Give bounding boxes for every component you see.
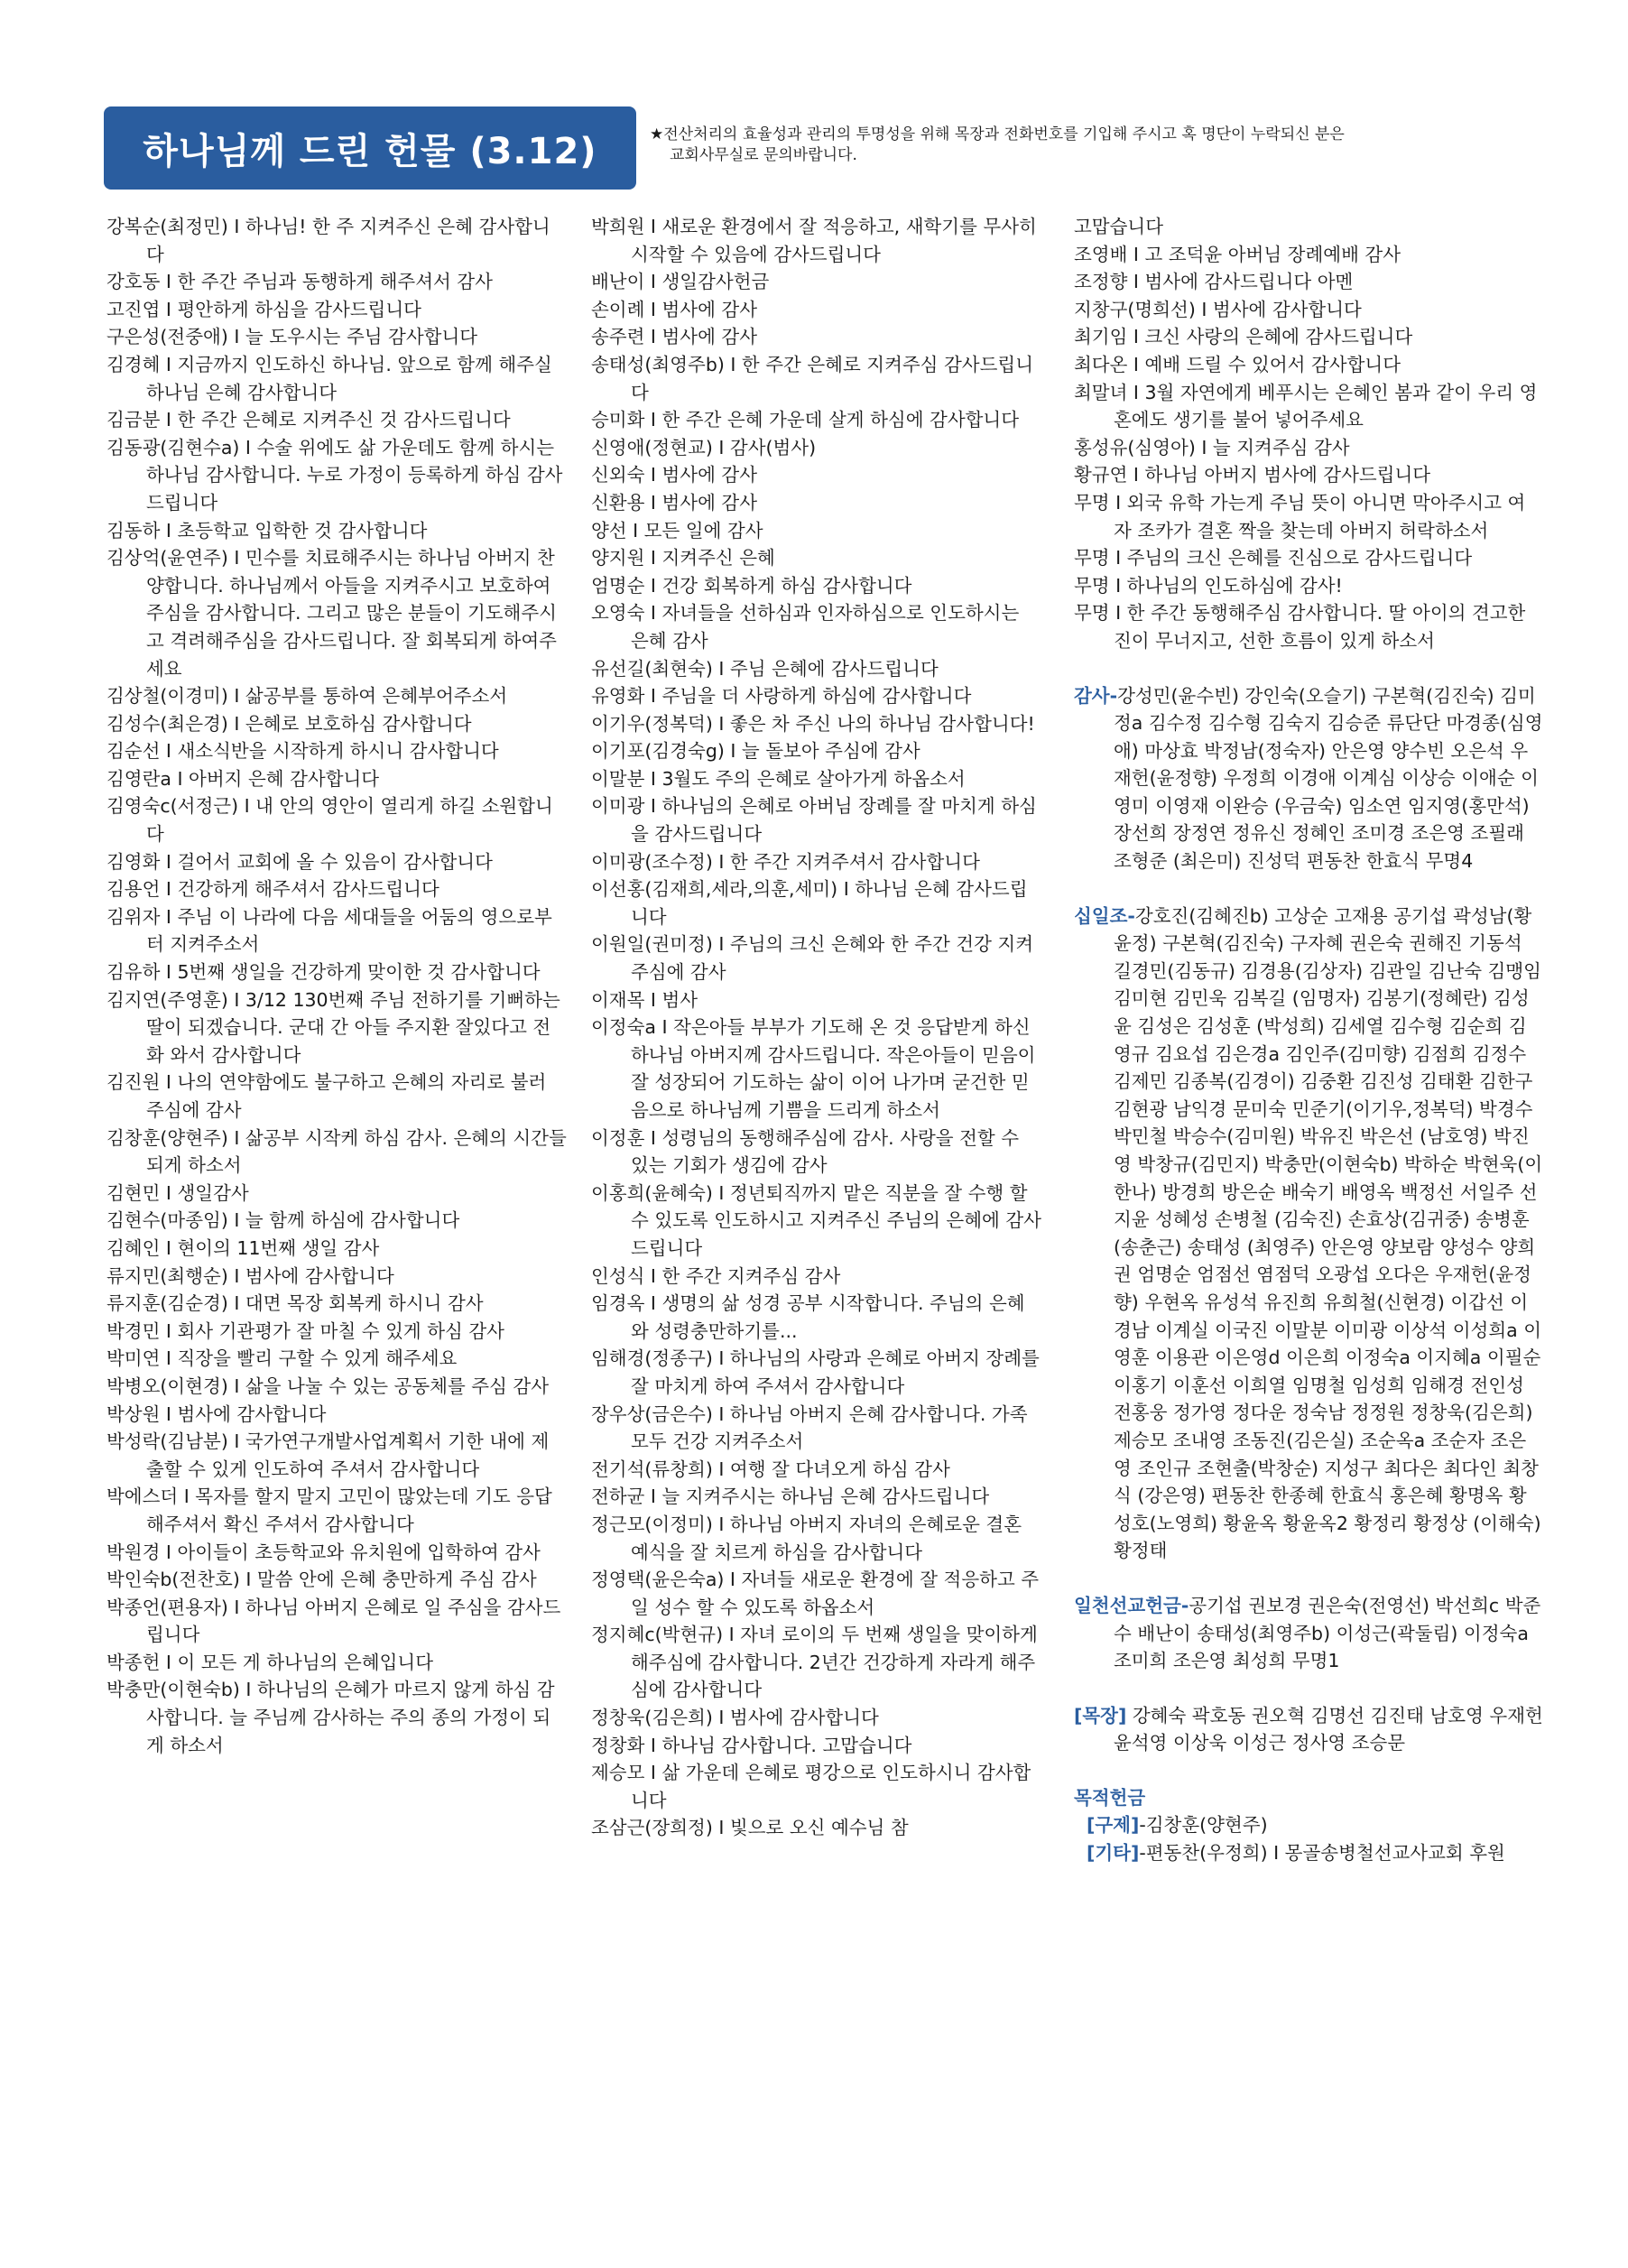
offering-entry: 김동광(김현수a) I 수술 위에도 삶 가운데도 함께 하시는 하나님 감사합니다. 누로 가정이 등록하게 하심 감사드립니다	[106, 436, 563, 514]
offering-entry: 김용언 I 건강하게 해주셔서 감사드립니다	[106, 878, 439, 901]
offering-entry: 이미광 I 하나님의 은혜로 아버님 장례를 잘 마치게 하심을 감사드립니다	[591, 795, 1037, 846]
offering-entry: 지창구(명희선) I 범사에 감사합니다	[1074, 298, 1362, 320]
offering-entry: 조영배 I 고 조덕윤 아버님 장례예배 감사	[1074, 243, 1401, 265]
mokjang-names: 강혜숙 곽호동 권오혁 김명선 김진태 남호영 우재헌 윤석영 이상욱 이성근 정사영 조승문	[1114, 1704, 1543, 1754]
offering-entry: 박인숙b(전찬호) I 말씀 안에 은혜 충만하게 주심 감사	[106, 1569, 537, 1591]
other-text: -편동찬(우정희) I 몽골송병철선교사교회 후원	[1139, 1842, 1505, 1865]
offering-entry: 승미화 I 한 주간 은혜 가운데 살게 하심에 감사합니다	[591, 409, 1020, 431]
offering-entry: 박경민 I 회사 기관평가 잘 마칠 수 있게 하심 감사	[106, 1319, 504, 1342]
offering-entry: 박성락(김남분) I 국가연구개발사업계획서 기한 내에 제출할 수 있게 인도하여 주셔서 감사합니다	[106, 1430, 550, 1480]
relief-text: -김창훈(양현주)	[1139, 1814, 1268, 1837]
offering-entry: 무명 I 주님의 크신 은혜를 진심으로 감사드립니다	[1074, 547, 1473, 569]
offering-entry: 정지혜c(박현규) I 자녀 로이의 두 번째 생일을 맞이하게 해주심에 감사합니다. 2년간 건강하게 자라게 해주심에 감사합니다	[591, 1624, 1038, 1701]
notice	[650, 125, 1552, 166]
offering-entry: 정창욱(김은희) I 범사에 감사합니다	[591, 1707, 879, 1729]
notice-line-2: 교회사무실로 문의바랍니다.	[670, 146, 857, 164]
offering-entry: 임경옥 I 생명의 삶 성경 공부 시작합니다. 주님의 은혜와 성령충만하기를...	[591, 1292, 1025, 1342]
tithe-heading: 십일조-	[1074, 904, 1135, 927]
gamsa-heading: 감사-	[1074, 684, 1118, 707]
offering-entry: 무명 I 외국 유학 가는게 주님 뜻이 아니면 막아주시고 여자 조카가 결혼 짝을 찾는데 아버지 허락하소서	[1074, 491, 1526, 542]
gamsa-group	[1074, 682, 1543, 875]
offering-entry: 강호동 I 한 주간 주님과 동행하게 해주셔서 감사	[106, 271, 493, 293]
offering-entry: 전기석(류창희) I 여행 잘 다녀오게 하심 감사	[591, 1458, 950, 1480]
offering-entry: 이홍희(윤혜숙) I 정년퇴직까지 맡은 직분을 잘 수행 할 수 있도록 인도하시고 지켜주신 주님의 은혜에 감사드립니다	[591, 1181, 1041, 1259]
offering-entry: 이재목 I 범사	[591, 988, 698, 1011]
offering-entry: 이말분 I 3월도 주의 은혜로 살아가게 하옵소서	[591, 767, 966, 790]
gamsa-names: 강성민(윤수빈) 강인숙(오슬기) 구본혁(김진숙) 김미정a 김수정 김수형 김숙지 김승준 류단단 마경종(심영애) 마상효 박정남(정숙자) 안은영 양수빈 오은석 우재헌(윤정향) 우정희 이경애 이계심 이상승 이애순 이영미 이영재 이완승 (우금숙) 임소연 임지영(홍만석) 장선희 장정연 정유신 정혜인 조미경 조은영 조필래 조형준 (최은미) 진성덕 편동찬 한효식 무명4	[1114, 684, 1543, 873]
offering-entry: 박종언(편용자) I 하나님 아버지 은혜로 일 주심을 감사드립니다	[106, 1596, 561, 1646]
purpose-heading: 목적헌금	[1074, 1786, 1146, 1809]
offering-entry: 박충만(이현숙b) I 하나님의 은혜가 마르지 않게 하심 감사합니다. 늘 주님께 감사하는 주의 종의 가정이 되게 하소서	[106, 1679, 555, 1756]
purpose-group	[1074, 1784, 1543, 1867]
offering-entry: 제승모 I 삶 가운데 은혜로 평강으로 인도하시니 감사합니다	[591, 1762, 1031, 1811]
offering-entry: 신영애(정현교) I 감사(범사)	[591, 436, 817, 458]
offering-entry: 배난이 I 생일감사헌금	[591, 271, 770, 293]
offering-entry: 양지원 I 지켜주신 은혜	[591, 547, 775, 569]
offering-entry: 이정숙a I 작은아들 부부가 기도해 온 것 응답받게 하신 하나님 아버지께 감사드립니다. 작은아들이 믿음이 잘 성장되어 기도하는 삶이 이어 나가며 굳건한 믿음으로 하나님께 기쁨을 드리게 하소서	[591, 1016, 1036, 1121]
offering-entry: 이미광(조수정) I 한 주간 지켜주셔서 감사합니다	[591, 850, 980, 873]
offering-entry: 김영란a I 아버지 은혜 감사합니다	[106, 767, 380, 790]
offering-entry: 김경혜 I 지금까지 인도하신 하나님. 앞으로 함께 해주실 하나님 은혜 감사합니다	[106, 353, 552, 403]
offering-entry: 최말녀 I 3월 자연에게 베푸시는 은혜인 봄과 같이 우리 영혼에도 생기를 불어 넣어주세요	[1074, 381, 1538, 431]
offering-entry: 이정훈 I 성령님의 동행해주심에 감사. 사랑을 전할 수 있는 기회가 생김에 감사	[591, 1126, 1020, 1177]
offering-entry: 김창훈(양현주) I 삶공부 시작케 하심 감사. 은혜의 시간들 되게 하소서	[106, 1126, 567, 1177]
offering-entry: 조삼근(장희정) I 빛으로 오신 예수님 참	[591, 1817, 909, 1839]
offering-entry: 송태성(최영주b) I 한 주간 은혜로 지켜주심 감사드립니다	[591, 353, 1034, 403]
offering-entry: 황규연 I 하나님 아버지 범사에 감사드립니다	[1074, 464, 1431, 486]
offering-entry: 홍성유(심영아) I 늘 지켜주심 감사	[1074, 436, 1350, 458]
page-title-banner	[104, 106, 636, 190]
other-entry	[1074, 1839, 1543, 1867]
offering-entry: 김진원 I 나의 연약함에도 불구하고 은혜의 자리로 불러 주심에 감사	[106, 1071, 547, 1121]
offering-entry: 김상철(이경미) I 삶공부를 통하여 은혜부어주소서	[106, 685, 508, 708]
offering-entry: 구은성(전중애) I 늘 도우시는 주님 감사합니다	[106, 326, 478, 348]
column-3	[1074, 213, 1543, 1867]
tithe-group	[1074, 903, 1543, 1565]
mission-heading: 일천선교헌금-	[1074, 1594, 1189, 1616]
offering-entry: 송주련 I 범사에 감사	[591, 326, 758, 348]
offering-entry: 박에스더 I 목자를 할지 말지 고민이 많았는데 기도 응답해주셔서 확신 주셔서 감사합니다	[106, 1486, 552, 1535]
offering-entry: 정영택(윤은숙a) I 자녀들 새로운 환경에 잘 적응하고 주일 성수 할 수 있도록 하옵소서	[591, 1569, 1040, 1618]
offering-entry: 김영화 I 걸어서 교회에 올 수 있음이 감사합니다	[106, 850, 493, 873]
offering-entry: 정창화 I 하나님 감사합니다. 고맙습니다	[591, 1734, 912, 1756]
offering-entry: 박희원 I 새로운 환경에서 잘 적응하고, 새학기를 무사히 시작할 수 있음에 감사드립니다	[591, 216, 1037, 265]
offering-entry: 박종헌 I 이 모든 게 하나님의 은혜입니다	[106, 1651, 433, 1673]
offering-entry: 김현민 I 생일감사	[106, 1181, 249, 1204]
offering-entry: 박원경 I 아이들이 초등학교와 유치원에 입학하여 감사	[106, 1541, 541, 1563]
offering-entry: 전하균 I 늘 지켜주시는 하나님 은혜 감사드립니다	[591, 1486, 990, 1508]
mission-group	[1074, 1592, 1543, 1675]
offering-entry: 이기우(정복덕) I 좋은 차 주신 나의 하나님 감사합니다!	[591, 712, 1035, 735]
offering-entry: 임해경(정종구) I 하나님의 사랑과 은혜로 아버지 장례를 잘 마치게 하여 주셔서 감사합니다	[591, 1347, 1040, 1397]
tithe-names: 강호진(김혜진b) 고상순 고재용 공기섭 곽성남(황윤정) 구본혁(김진숙) 구자혜 권은숙 권해진 기동석 길경민(김동규) 김경용(김상자) 김관일 김난숙 김맹임 김미현 김민욱 김복길 (임명자) 김봉기(정혜란) 김성윤 김성은 김성훈 (박성희) 김세열 김수형 김순희 김영규 김요섭 김은경a 김인주(김미향) 김점희 김정수 김제민 김종복(김경이) 김중환 김진성 김태환 김한구 김현광 남익경 문미숙 민준기(이기우,정복덕) 박경수 박민철 박승수(김미원) 박유진 박은선 (남호영) 박진영 박창규(김민지) 박충만(이현숙b) 박하순 박현욱(이한나) 방경희 방은순 배숙기 배영옥 백정선 서일주 선지윤 성혜성 손병철 (김숙진) 손효상(김귀중) 송병훈(송춘근) 송태성 (최영주) 안은영 양보람 양성수 양희권 엄명순 엄점선 염점덕 오광섭 오다은 우재헌(윤정향) 우현옥 유성석 유진희 유희철(신현경) 이갑선 이경남 이계실 이국진 이말분 이미광 이상석 이성희a 이영훈 이용관 이은영d 이은희 이정숙a 이지혜a 이필순 이홍기 이훈선 이희열 임명철 임성희 임해경 전인성 전홍웅 정가영 정다운 정숙남 정정원 정창욱(김은희) 제승모 조내영 조동진(김은실) 조순옥a 조순자 조은영 조인규 조현출(박창순) 지성구 최다은 최다인 최창식 (강은영) 편동찬 한종혜 한효식 홍은혜 황명옥 황성호(노영희) 황윤옥 황윤옥2 황정리 황정상 (이해숙) 황정태	[1114, 904, 1543, 1562]
offering-entry: 김유하 I 5번째 생일을 건강하게 맞이한 것 감사합니다	[106, 961, 541, 984]
offering-entry: 고맙습니다	[1074, 216, 1164, 237]
page-title: 하나님께 드린 헌물 (3.12)	[143, 130, 597, 172]
offering-entry: 류지훈(김순경) I 대면 목장 회복케 하시니 감사	[106, 1292, 484, 1315]
offering-entry: 정근모(이정미) I 하나님 아버지 자녀의 은혜로운 결혼 예식을 잘 치르게 하심을 감사합니다	[591, 1513, 1022, 1563]
mokjang-group	[1074, 1702, 1543, 1757]
mokjang-heading: [목장]	[1074, 1704, 1127, 1726]
offering-entry: 고진엽 I 평안하게 하심을 감사드립니다	[106, 298, 421, 320]
offering-entry: 류지민(최행순) I 범사에 감사합니다	[106, 1264, 394, 1287]
offering-entry: 손이례 I 범사에 감사	[591, 298, 758, 320]
offering-entry: 장우상(금은수) I 하나님 아버지 은혜 감사합니다. 가족 모두 건강 지켜주소서	[591, 1402, 1028, 1453]
column-1	[106, 213, 567, 1759]
offering-entry: 유영화 I 주님을 더 사랑하게 하심에 감사합니다	[591, 685, 972, 708]
offering-entry: 김영숙c(서정근) I 내 안의 영안이 열리게 하길 소원합니다	[106, 795, 553, 846]
offering-entry: 김상억(윤연주) I 민수를 치료해주시는 하나님 아버지 찬양합니다. 하나님께서 아들을 지켜주시고 보호하여 주심을 감사합니다. 그리고 많은 분들이 기도해주시고 격려해주심을 감사드립니다. 잘 회복되게 하여주세요	[106, 547, 557, 680]
offering-entry: 김지연(주영훈) I 3/12 130번째 주님 전하기를 기뻐하는 딸이 되겠습니다. 군대 간 아들 주지환 잘있다고 전화 와서 감사합니다	[106, 988, 560, 1066]
offering-entry: 김금분 I 한 주간 은혜로 지켜주신 것 감사드립니다	[106, 409, 511, 431]
offering-entry: 유선길(최현숙) I 주님 은혜에 감사드립니다	[591, 657, 939, 680]
offering-entry: 김혜인 I 현이의 11번째 생일 감사	[106, 1236, 380, 1259]
offering-entry: 박병오(이현경) I 삶을 나눌 수 있는 공동체를 주심 감사	[106, 1375, 550, 1397]
column-2	[591, 213, 1042, 1842]
offering-entry: 양선 I 모든 일에 감사	[591, 519, 763, 542]
offering-entry: 이원일(권미정) I 주님의 크신 은혜와 한 주간 건강 지켜주심에 감사	[591, 933, 1034, 984]
offering-entry: 이기포(김경숙g) I 늘 돌보아 주심에 감사	[591, 740, 920, 763]
offering-entry: 엄명순 I 건강 회복하게 하심 감사합니다	[591, 574, 912, 597]
offering-entry: 신외숙 I 범사에 감사	[591, 464, 758, 486]
offering-entry: 박미연 I 직장을 빨리 구할 수 있게 해주세요	[106, 1347, 458, 1370]
offering-entry: 인성식 I 한 주간 지켜주심 감사	[591, 1264, 841, 1287]
relief-heading: [구제]	[1087, 1814, 1140, 1837]
mission-names: 공기섭 권보경 권은숙(전영선) 박선희c 박준수 배난이 송태성(최영주b) 이성근(곽둘림) 이정숙a 조미희 조은영 최성희 무명1	[1114, 1594, 1541, 1672]
offering-entry: 무명 I 한 주간 동행해주심 감사합니다. 딸 아이의 견고한 진이 무너지고, 선한 흐름이 있게 하소서	[1074, 602, 1526, 652]
offering-entry: 무명 I 하나님의 인도하심에 감사!	[1074, 574, 1343, 597]
offering-entry: 강복순(최정민) I 하나님! 한 주 지켜주신 은혜 감사합니다	[106, 216, 550, 265]
offering-entry: 이선홍(김재희,세라,의훈,세미) I 하나님 은혜 감사드립니다	[591, 878, 1028, 928]
offering-entry: 김현수(마종임) I 늘 함께 하심에 감사합니다	[106, 1209, 460, 1232]
offering-entry: 박상원 I 범사에 감사합니다	[106, 1402, 327, 1425]
notice-line-1: ★전산처리의 효율성과 관리의 투명성을 위해 목장과 전화번호를 기입해 주시고 혹 명단이 누락되신 분은	[650, 125, 1345, 143]
offering-entry: 최다온 I 예배 드릴 수 있어서 감사합니다	[1074, 353, 1401, 375]
offering-entry: 오영숙 I 자녀들을 선하심과 인자하심으로 인도하시는 은혜 감사	[591, 602, 1020, 652]
offering-entry: 김동하 I 초등학교 입학한 것 감사합니다	[106, 519, 428, 542]
offering-entry: 신환용 I 범사에 감사	[591, 491, 758, 514]
offering-entry: 김위자 I 주님 이 나라에 다음 세대들을 어둠의 영으로부터 지켜주소서	[106, 905, 552, 956]
offering-entry: 김성수(최은경) I 은혜로 보호하심 감사합니다	[106, 712, 472, 735]
relief-entry	[1074, 1811, 1543, 1839]
offering-entry: 조정향 I 범사에 감사드립니다 아멘	[1074, 271, 1354, 293]
offering-entry: 최기임 I 크신 사랑의 은혜에 감사드립니다	[1074, 326, 1413, 348]
offering-entry: 김순선 I 새소식반을 시작하게 하시니 감사합니다	[106, 740, 499, 763]
other-heading: [기타]	[1087, 1842, 1140, 1865]
